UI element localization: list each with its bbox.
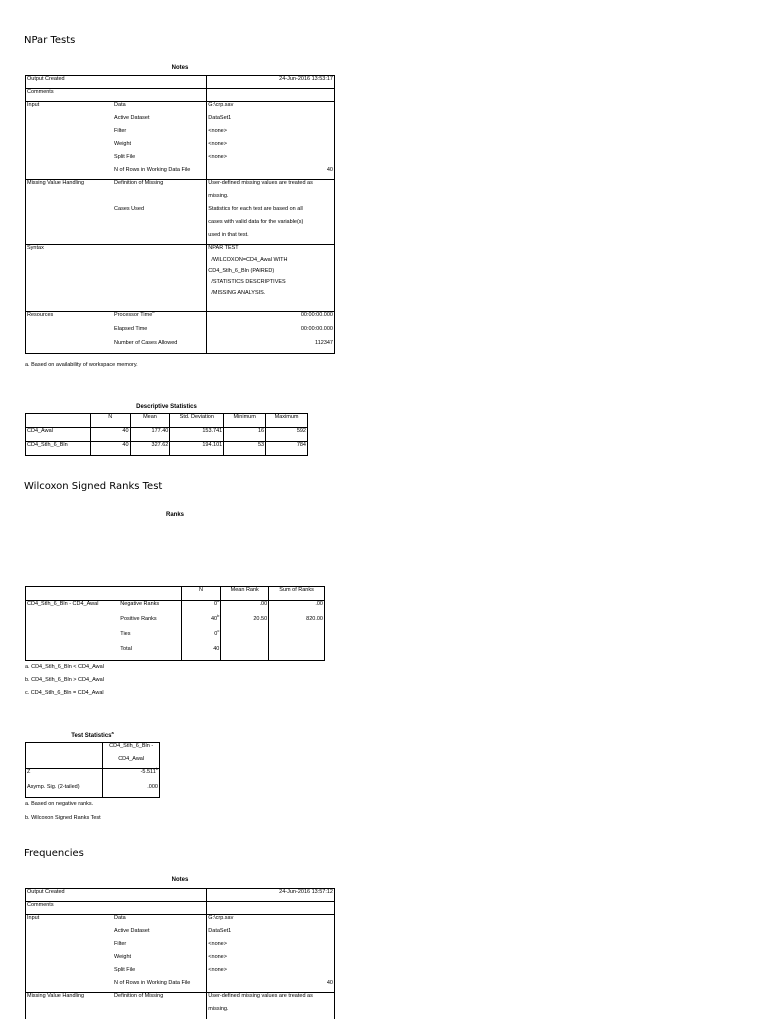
heading-wilcoxon: Wilcoxon Signed Ranks Test xyxy=(24,481,163,492)
column-header: Maximum xyxy=(266,414,308,428)
cell: 0$^a$ xyxy=(181,601,221,616)
row-value: 24-Jun-2016 13:57:12 xyxy=(207,889,335,902)
notes-row xyxy=(26,257,335,268)
notes-row xyxy=(26,902,335,915)
row-value: DataSet1 xyxy=(208,114,232,121)
notes-row xyxy=(26,1006,335,1019)
column-header xyxy=(26,414,91,428)
notes-row xyxy=(26,115,335,128)
notes-row xyxy=(26,141,335,154)
row-label: Split File xyxy=(113,154,207,167)
notes-row xyxy=(26,245,335,257)
column-header: N xyxy=(90,414,130,428)
column-header: Std. Deviation xyxy=(170,414,224,428)
test-stats-footnote: a. Based on negative ranks. xyxy=(25,801,94,807)
syntax-line: NPAR TEST xyxy=(208,245,239,251)
notes-row xyxy=(26,993,335,1006)
notes-row xyxy=(26,167,335,180)
row-label: Definition of Missing xyxy=(113,993,207,1006)
notes-row xyxy=(26,128,335,141)
notes-row xyxy=(26,889,335,902)
notes-row xyxy=(26,219,335,232)
section-label: Syntax xyxy=(26,245,207,257)
cell: 194.101 xyxy=(170,442,224,456)
row-label: Output Created xyxy=(26,76,207,89)
ranks-footnote: b. CD4_Stlh_6_Bln > CD4_Awal xyxy=(25,677,104,683)
test-stats-title: Test Statistics$^a$ xyxy=(71,730,114,739)
cell: 592 xyxy=(266,428,308,442)
row-value: <none> xyxy=(208,127,227,134)
syntax-line: CD4_Stlh_6_Bln (PAIRED) xyxy=(208,267,275,274)
row-value: User-defined missing values are treated as xyxy=(208,180,313,186)
row-label: Number of Cases Allowed xyxy=(113,340,207,354)
cell: 327.62 xyxy=(130,442,170,456)
notes-row xyxy=(26,928,335,941)
cell: 820.00 xyxy=(306,615,323,622)
table-row xyxy=(26,769,160,784)
cell: .000 xyxy=(147,783,158,790)
test-stats-table xyxy=(25,742,160,798)
row-value xyxy=(207,902,335,915)
row-label: N of Rows in Working Data File xyxy=(113,167,207,180)
syntax-line: /MISSING ANALYSIS. xyxy=(208,289,266,296)
table-row xyxy=(26,442,308,456)
heading-npar-tests: NPar Tests xyxy=(24,35,76,46)
column-header: Mean Rank xyxy=(221,587,269,601)
cell xyxy=(221,646,269,661)
row-value: missing. xyxy=(208,1005,229,1012)
section-label: Missing Value Handling xyxy=(27,993,85,999)
row-label: Filter xyxy=(113,128,207,141)
notes-row xyxy=(26,268,335,279)
cell: 20.50 xyxy=(221,616,269,631)
notes-footnote: a. Based on availability of workspace memory. xyxy=(25,362,138,368)
row-value: cases with valid data for the variable(s) xyxy=(208,218,304,225)
pair-label: CD4_Stlh_6_Bln - CD4_Awal xyxy=(27,601,99,607)
row-value: 00:00:00.000 xyxy=(300,312,333,318)
row-value: 24-Jun-2016 13:53:17 xyxy=(207,76,335,89)
table-row xyxy=(26,631,325,646)
syntax-line: /STATISTICS DESCRIPTIVES xyxy=(208,278,286,285)
table-row xyxy=(26,428,308,442)
row-value: G:\crp.sav xyxy=(208,915,234,921)
row-label: N of Rows in Working Data File xyxy=(113,980,207,993)
column-header: CD4_Awal xyxy=(103,756,160,769)
row-value: <none> xyxy=(208,953,227,960)
notes-row xyxy=(26,967,335,980)
cell xyxy=(269,631,325,646)
descriptives-title: Descriptive Statistics xyxy=(136,404,197,410)
notes-row xyxy=(26,89,335,102)
table-header-row xyxy=(26,743,160,756)
cell: 40 xyxy=(181,646,221,661)
row-label: Weight xyxy=(113,954,207,967)
notes-row xyxy=(26,206,335,219)
row-label: Active Dataset xyxy=(113,928,207,941)
notes-row xyxy=(26,180,335,193)
notes-title: Notes xyxy=(171,877,189,883)
ranks-footnote: c. CD4_Stlh_6_Bln = CD4_Awal xyxy=(25,690,104,696)
section-label: Missing Value Handling xyxy=(27,180,85,186)
notes-row xyxy=(26,941,335,954)
row-value: <none> xyxy=(208,940,227,947)
notes-row xyxy=(26,102,335,115)
row-label: Elapsed Time xyxy=(113,326,207,340)
row-label: Definition of Missing xyxy=(113,180,207,193)
test-stats-footnote: b. Wilcoxon Signed Ranks Test xyxy=(25,815,101,821)
table-header-row xyxy=(26,587,325,601)
notes-row xyxy=(26,279,335,290)
row-label: CD4_Awal xyxy=(26,428,91,442)
heading-frequencies: Frequencies xyxy=(24,848,84,859)
notes-row xyxy=(26,326,335,340)
row-value: <none> xyxy=(208,140,227,147)
column-header xyxy=(119,587,181,601)
notes-row xyxy=(26,232,335,245)
row-label: Cases Used xyxy=(113,206,207,219)
notes-row xyxy=(26,193,335,206)
row-label: Positive Ranks xyxy=(119,616,181,631)
row-label: Processor Time$^a$ xyxy=(113,312,207,326)
cell: .00 xyxy=(315,601,323,607)
cell: 0$^c$ xyxy=(181,631,221,646)
cell xyxy=(269,646,325,661)
table-row xyxy=(26,646,325,661)
row-value xyxy=(207,89,335,102)
notes-row xyxy=(26,980,335,993)
row-value: 40 xyxy=(207,980,335,993)
row-label: Asymp. Sig. (2-tailed) xyxy=(26,784,103,798)
column-header xyxy=(26,587,120,601)
notes-row xyxy=(26,312,335,326)
row-label: Weight xyxy=(113,141,207,154)
table-row xyxy=(26,616,325,631)
row-value: <none> xyxy=(208,966,227,973)
column-header: Mean xyxy=(130,414,170,428)
row-value: 00:00:00.000 xyxy=(300,325,333,332)
table-header-row xyxy=(26,756,160,769)
notes-row xyxy=(26,301,335,312)
ranks-title: Ranks xyxy=(165,512,184,518)
section-label: Input xyxy=(27,915,40,921)
cell xyxy=(221,631,269,646)
column-header: Sum of Ranks xyxy=(269,587,325,601)
row-label: Z xyxy=(26,769,103,784)
section-label: Input xyxy=(27,102,40,108)
syntax-line: /WILCOXON=CD4_Awal WITH xyxy=(208,256,288,263)
cell: -5.511$^b$ xyxy=(140,766,158,775)
table-row xyxy=(26,784,160,798)
row-value: 40 xyxy=(207,167,335,180)
notes-row xyxy=(26,76,335,89)
notes-row xyxy=(26,290,335,301)
cell: 16 xyxy=(224,428,266,442)
cell: 177.40 xyxy=(130,428,170,442)
notes-row xyxy=(26,915,335,928)
ranks-footnote: a. CD4_Stlh_6_Bln < CD4_Awal xyxy=(25,664,104,670)
row-label: Comments xyxy=(26,902,207,915)
cell: 53 xyxy=(224,442,266,456)
ranks-table xyxy=(25,586,325,661)
row-label: Output Created xyxy=(26,889,207,902)
column-header: CD4_Stlh_6_Bln - xyxy=(109,743,154,749)
notes-row xyxy=(26,340,335,354)
cell: 153.741 xyxy=(170,428,224,442)
row-label: Total xyxy=(119,646,181,661)
notes-row xyxy=(26,954,335,967)
column-header: N xyxy=(181,587,221,601)
cell: 40 xyxy=(90,428,130,442)
row-label: Data xyxy=(113,102,207,115)
row-value: User-defined missing values are treated as xyxy=(208,993,313,999)
descriptives-table xyxy=(25,413,308,456)
row-value: 112347 xyxy=(315,339,333,346)
row-value: used in that test. xyxy=(207,232,335,245)
notes-table xyxy=(25,75,335,354)
row-value: DataSet1 xyxy=(208,927,232,934)
section-label: Resources xyxy=(27,312,54,318)
cell: 40$^b$ xyxy=(181,616,221,631)
cell: 784 xyxy=(296,442,306,448)
column-header: Minimum xyxy=(224,414,266,428)
row-label: Comments xyxy=(26,89,207,102)
row-label: Active Dataset xyxy=(113,115,207,128)
row-value: G:\crp.sav xyxy=(208,102,234,108)
row-label: Data xyxy=(113,915,207,928)
cell: 40 xyxy=(90,442,130,456)
row-value: missing. xyxy=(208,192,229,199)
row-label: CD4_Stlh_6_Bln xyxy=(26,442,91,456)
row-value: <none> xyxy=(208,153,227,160)
notes-title: Notes xyxy=(171,65,189,71)
notes-row xyxy=(26,154,335,167)
row-label: Filter xyxy=(113,941,207,954)
row-label: Ties xyxy=(119,631,181,646)
row-value: Statistics for each test are based on all xyxy=(208,205,303,212)
cell: .00 xyxy=(221,601,269,616)
table-row xyxy=(26,601,325,616)
notes-table xyxy=(25,888,335,1019)
row-label: Split File xyxy=(113,967,207,980)
table-header-row xyxy=(26,414,308,428)
row-label: Negative Ranks xyxy=(119,601,181,616)
